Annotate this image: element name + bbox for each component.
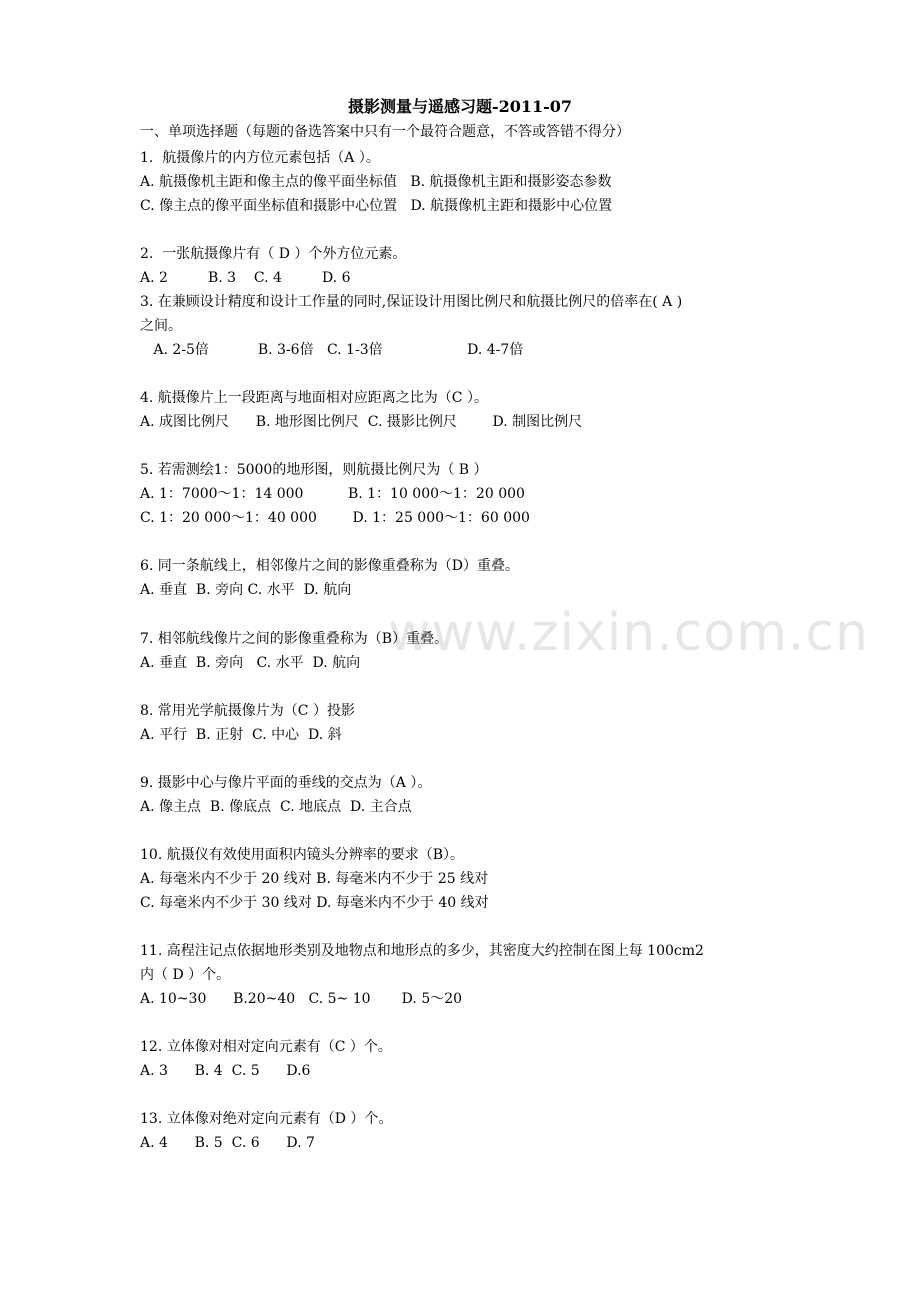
watermark: www.zixin.com.cn (388, 603, 869, 663)
question-1-options-cd: C. 像主点的像平面坐标值和摄影中心位置 D. 航摄像机主距和摄影中心位置 (140, 198, 613, 214)
question-4-stem: 4. 航摄像片上一段距离与地面相对应距离之比为（C ）。 (140, 390, 488, 406)
question-9-stem: 9. 摄影中心与像片平面的垂线的交点为（A ）。 (140, 775, 432, 791)
question-1-stem: 1. 航摄像片的内方位元素包括（A ）。 (140, 150, 380, 166)
question-11-stem-cont: 内（ D ）个。 (140, 967, 231, 983)
question-6-options: A. 垂直 B. 旁向 C. 水平 D. 航向 (140, 582, 352, 598)
question-8-stem: 8. 常用光学航摄像片为（C ）投影 (140, 703, 355, 719)
question-1-options-ab: A. 航摄像机主距和像主点的像平面坐标值 B. 航摄像机主距和摄影姿态参数 (140, 174, 612, 190)
question-5-stem: 5. 若需测绘1：5000的地形图，则航摄比例尺为（ B ） (140, 462, 488, 478)
question-9-options: A. 像主点 B. 像底点 C. 地底点 D. 主合点 (140, 799, 412, 815)
question-7-options: A. 垂直 B. 旁向 C. 水平 D. 航向 (140, 655, 361, 671)
question-6-stem: 6. 同一条航线上，相邻像片之间的影像重叠称为（D）重叠。 (140, 558, 520, 574)
question-3-stem-cont: 之间。 (140, 318, 182, 334)
question-10-stem: 10. 航摄仪有效使用面积内镜头分辨率的要求（B）。 (140, 847, 465, 863)
question-8-options: A. 平行 B. 正射 C. 中心 D. 斜 (140, 727, 342, 743)
question-13-options: A. 4 B. 5 C. 6 D. 7 (140, 1135, 315, 1151)
question-4-options: A. 成图比例尺 B. 地形图比例尺 C. 摄影比例尺 D. 制图比例尺 (140, 414, 583, 430)
question-5-options-ab: A. 1：7000～1：14 000 B. 1：10 000～1：20 000 (140, 486, 525, 502)
question-2-options: A. 2 B. 3 C. 4 D. 6 (140, 270, 351, 286)
question-12-options: A. 3 B. 4 C. 5 D.6 (140, 1063, 311, 1079)
question-10-options-ab: A. 每毫米内不少于 20 线对 B. 每毫米内不少于 25 线对 (140, 871, 489, 887)
question-2-stem: 2. 一张航摄像片有（ D ）个外方位元素。 (140, 246, 407, 262)
document-title: 摄影测量与遥感习题-2011-07 (347, 97, 573, 116)
question-11-stem: 11. 高程注记点依据地形类别及地物点和地形点的多少，其密度大约控制在图上每 100cm2 (140, 943, 704, 959)
question-10-options-cd: C. 每毫米内不少于 30 线对 D. 每毫米内不少于 40 线对 (140, 895, 489, 911)
question-11-options: A. 10~30 B.20~40 C. 5~ 10 D. 5～20 (140, 991, 463, 1007)
question-13-stem: 13. 立体像对绝对定向元素有（D ）个。 (140, 1111, 393, 1127)
question-3-stem: 3. 在兼顾设计精度和设计工作量的同时,保证设计用图比例尺和航摄比例尺的倍率在( A ) (140, 294, 683, 310)
question-7-stem: 7. 相邻航线像片之间的影像重叠称为（B）重叠。 (140, 631, 449, 647)
question-5-options-cd: C. 1：20 000～1：40 000 D. 1：25 000～1：60 000 (140, 510, 530, 526)
section-heading: 一、单项选择题（每题的备选答案中只有一个最符合题意，不答或答错不得分） (140, 124, 630, 140)
question-3-options: A. 2-5倍 B. 3-6倍 C. 1-3倍 D. 4-7倍 (140, 342, 524, 358)
question-12-stem: 12. 立体像对相对定向元素有（C ）个。 (140, 1039, 392, 1055)
